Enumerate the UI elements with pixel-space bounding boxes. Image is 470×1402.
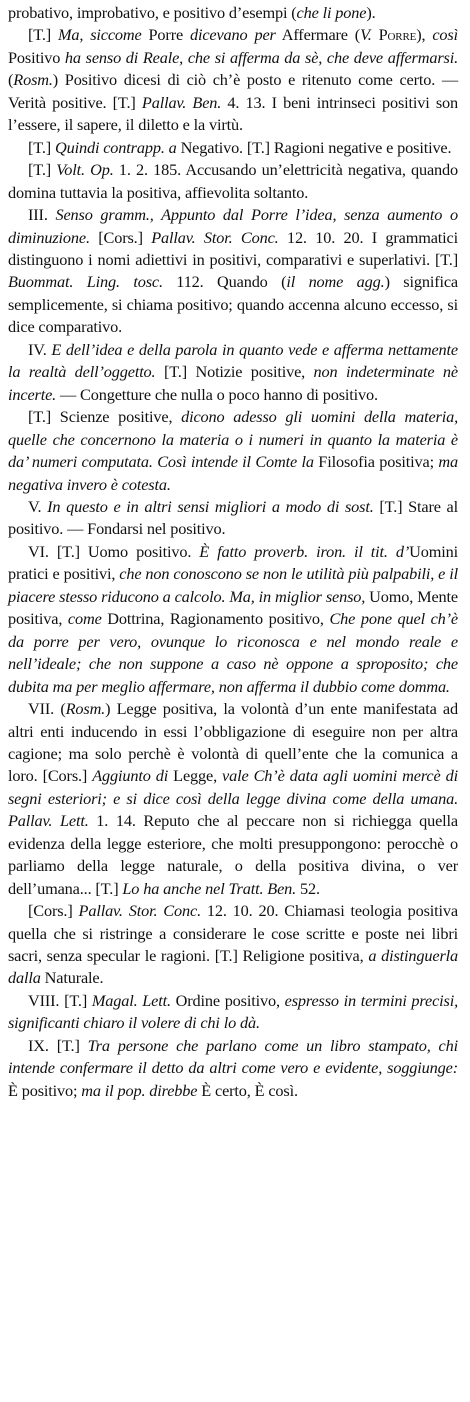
- italic-text: il nome agg.: [286, 272, 385, 292]
- text-run: [T.]: [28, 25, 58, 45]
- italic-text: Volt. Op.: [56, 160, 114, 180]
- text-run: [Cors.]: [28, 901, 79, 921]
- paragraph-sense-iii: [8, 204, 458, 339]
- italic-text: Quindi contrapp. a: [54, 137, 177, 157]
- text-run: 12. 10. 20. Chiamasi teologia positiva quella che si ristringe a considerare le cose scritte e poste nei libri sacri, senza specular le ragioni. [T.] Religione positiva,: [8, 901, 458, 966]
- text-run: VIII. [T.]: [28, 990, 92, 1010]
- text-run: 4. 13. I beni intrinseci positivi son l’essere, il sapere, il diletto e la virtù.: [8, 92, 459, 135]
- text-run: ) significa semplicemente, si chiama positivo; quando accenna alcuno eccesso, si dice comparativo.: [8, 272, 458, 337]
- italic-text: dicono adesso gli uomini della materia, quelle che concernono la materia o i numeri in quanto la materia è da’ numeri computata. Così intende il Comte la: [8, 407, 458, 472]
- italic-text: Pallav. Stor. Conc.: [151, 227, 279, 247]
- italic-text: così: [432, 25, 458, 45]
- text-run: V.: [28, 496, 48, 516]
- text-run: 112. Quando (: [162, 272, 287, 292]
- text-run: VI. [T.] Uomo positivo.: [28, 541, 200, 561]
- italic-text: Tra persone che parlano come un libro stampato, chi intende confermare il detto da altri come vero e evidente, soggiunge:: [8, 1035, 458, 1078]
- italic-text: espresso in termini precisi, significanti chiaro il volere di chi lo dà.: [8, 990, 459, 1033]
- paragraph-sense-ix: [8, 1035, 458, 1102]
- italic-text: Rosm.: [65, 699, 106, 719]
- text-run: Porre: [141, 25, 190, 45]
- italic-text: a distinguerla dalla: [8, 946, 458, 988]
- italic-text: non indeterminate nè incerte.: [8, 362, 458, 404]
- paragraph-volta: [8, 159, 458, 204]
- text-run: III.: [28, 205, 56, 225]
- paragraph-tommaseo-porre: [8, 24, 458, 136]
- text-run: Legge,: [168, 766, 223, 786]
- small-caps-text: Porre: [371, 25, 417, 45]
- italic-text: che li pone: [296, 3, 367, 22]
- italic-text: ma negativa invero è cotesta.: [8, 452, 459, 494]
- text-run: ),: [416, 25, 433, 45]
- italic-text: Aggiunto di: [92, 766, 169, 786]
- text-run: Negativo. [T.] Ragioni negative e positive.: [176, 137, 452, 157]
- italic-text: V.: [360, 25, 372, 45]
- italic-text: vale Ch’è data agli uomini mercè di segni esteriori; e si dice così della legge divina come della umana. Pallav. Lett.: [8, 766, 458, 831]
- text-run: È positivo;: [8, 1080, 82, 1100]
- text-run: Affermare (: [275, 25, 361, 45]
- text-run: 12. 10. 20. I grammatici distinguono i nomi adiettivi in positivi, comparativi e superlativi. [T.]: [8, 227, 458, 269]
- italic-text: Senso gramm., Appunto dal Porre l’idea, senza aumento o diminuzione.: [8, 205, 458, 247]
- text-run: [T.] Notizie positive,: [155, 362, 314, 382]
- text-run: Naturale.: [40, 968, 104, 988]
- text-run: ) Positivo dicesi di ciò ch’è posto e ritenuto come certo. — Verità positive. [T.]: [8, 70, 458, 112]
- text-run: [T.]: [28, 160, 57, 180]
- text-run: — Congetture che nulla o poco hanno di positivo.: [56, 384, 378, 404]
- text-run: 1. 14. Reputo che al peccare non si richiegga quella evidenza della legge esteriore, che molti presuppongono: perocchè o parliamo della legge naturale, o della positiva divina, o ver dell’umana... [T.]: [8, 811, 458, 898]
- paragraph-scienze-positive: [8, 406, 458, 496]
- italic-text: E dell’idea e della parola in quanto vede e afferma nettamente la realtà dell’oggetto.: [8, 339, 458, 382]
- paragraph-contrapp: [8, 137, 458, 159]
- text-run: Filosofia positiva;: [313, 452, 439, 472]
- italic-text: ha senso di Reale, che si afferma da sè, che deve affermarsi.: [64, 47, 458, 67]
- text-run: IX. [T.]: [28, 1035, 88, 1055]
- italic-text: Magal. Lett.: [91, 990, 171, 1010]
- italic-text: In questo e in altri sensi migliori a modo di sost.: [47, 496, 374, 516]
- text-run: Dottrina, Ragionamento positivo,: [101, 609, 330, 629]
- text-run: probativo, improbativo, e positivo d’esempi (: [8, 3, 297, 22]
- paragraph-teologia-positiva: [8, 900, 458, 990]
- italic-text: come: [67, 609, 102, 629]
- text-run: È certo, È così.: [197, 1080, 298, 1100]
- italic-text: Lo ha anche nel Tratt. Ben.: [122, 878, 297, 898]
- text-run: Uomo, Mente positiva,: [8, 586, 458, 629]
- italic-text: Pallav. Stor. Conc.: [78, 901, 201, 921]
- text-run: 1. 2. 185. Accusando un’elettricità negativa, quando domina tuttavia la positiva, affievolita soltanto.: [8, 160, 458, 202]
- text-run: [T.] Stare al positivo. — Fondarsi nel positivo.: [8, 496, 459, 539]
- italic-text: ma il pop. direbbe: [81, 1080, 198, 1100]
- text-run: Ordine positivo,: [170, 990, 285, 1010]
- text-run: ) Legge positiva, la volontà d’un ente manifestata ad altri enti inducendo in essi l’obbligazione di eseguire non per altra cagione; ma solo perchè è volontà di quell’ente che la comunica a loro. [Cors.]: [8, 699, 458, 786]
- text-run: 52.: [296, 878, 320, 898]
- italic-text: Rosm.: [13, 70, 53, 90]
- paragraph-sense-vii: [8, 698, 458, 900]
- text-run: [T.]: [28, 137, 55, 157]
- text-run: [T.] Scienze positive,: [28, 407, 182, 427]
- paragraph-continuation: [8, 2, 458, 24]
- italic-text: Che pone quel ch’è da porre per vero, ovunque lo riconosca e nel mondo reale e nell’ideale; che non suppone a caso nè oppone a sproposito; che dubita ma per meglio affermare, non afferma il dubbio come domma.: [8, 609, 458, 696]
- text-run: VII. (: [28, 699, 66, 719]
- paragraph-sense-viii: [8, 990, 458, 1035]
- text-run: Positivo: [8, 47, 65, 67]
- italic-text: Pallav. Ben.: [141, 92, 222, 112]
- italic-text: Ma, siccome: [57, 25, 142, 45]
- paragraph-sense-vi: [8, 541, 458, 698]
- italic-text: Buommat. Ling. tosc.: [8, 272, 163, 292]
- text-run: Uomini pratici e positivi,: [8, 541, 458, 584]
- italic-text: che non conoscono se non le utilità più palpabili, e il piacere stesso riducono a calcolo. Ma, in miglior senso,: [8, 564, 458, 606]
- paragraph-sense-v: [8, 496, 458, 541]
- text-run: ).: [366, 3, 376, 22]
- text-run: (: [8, 70, 14, 90]
- text-run: [Cors.]: [89, 227, 152, 247]
- paragraph-sense-iv: [8, 339, 458, 406]
- italic-text: dicevano per: [189, 25, 276, 45]
- italic-text: È fatto proverb. iron. il tit. d’: [199, 541, 410, 561]
- text-run: IV.: [28, 339, 52, 359]
